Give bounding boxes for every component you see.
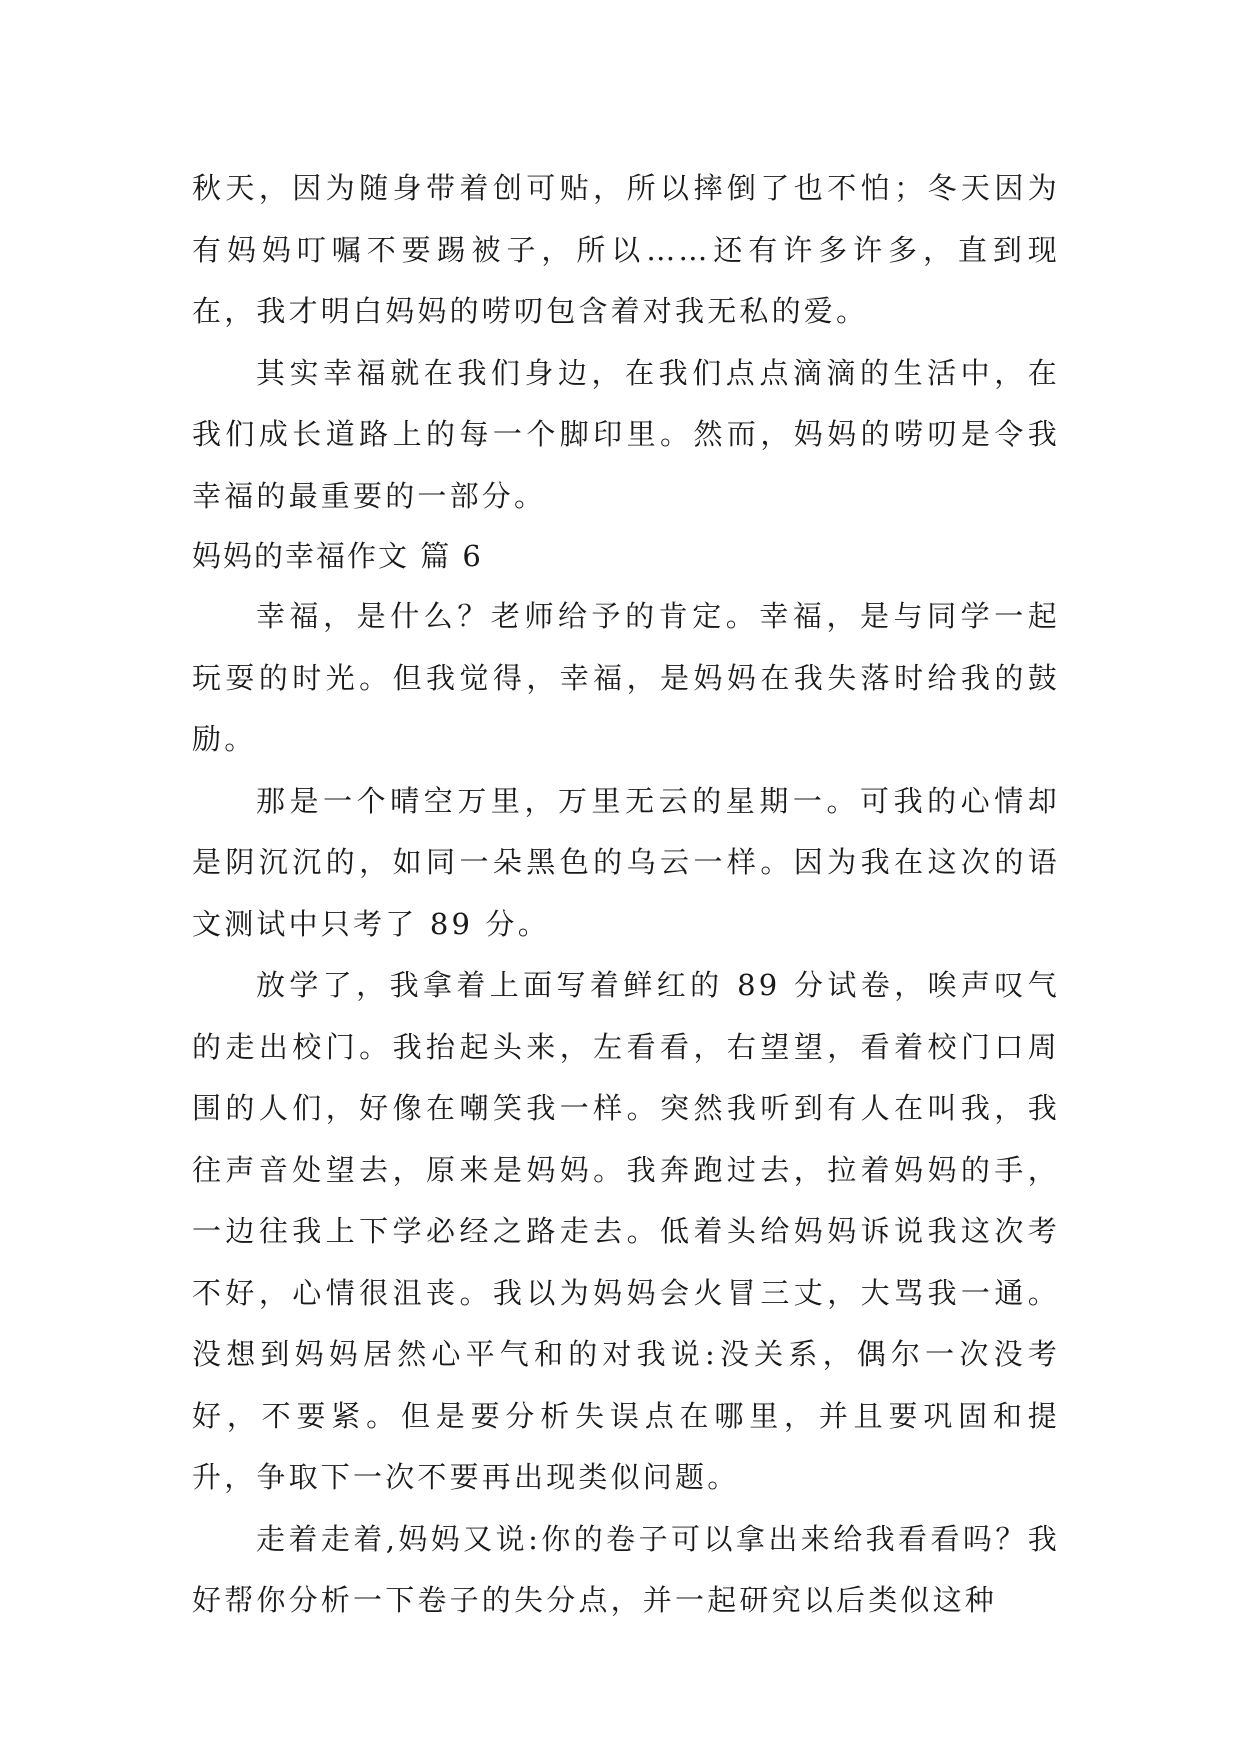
paragraph-autumn-winter: 秋天，因为随身带着创可贴，所以摔倒了也不怕；冬天因为有妈妈叮嘱不要踢被子，所以……还有许多许多，直到现在，我才明白妈妈的唠叨包含着对我无私的爱。	[192, 171, 1060, 328]
paragraph-after-school: 放学了，我拿着上面写着鲜红的 89 分试卷，唉声叹气的走出校门。我抬起头来，左看看，右望望，看着校门口周围的人们，好像在嘲笑我一样。突然我听到有人在叫我，我往声音处望去，原来是妈妈。我奔跑过去，拉着妈妈的手，一边往我上下学必经之路走去。低着头给妈妈诉说我这次考不好，心情很沮丧。我以为妈妈会火冒三丈，大骂我一通。没想到妈妈居然心平气和的对我说:没关系，偶尔一次没考好，不要紧。但是要分析失误点在哪里，并且要巩固和提升，争取下一次不要再出现类似问题。	[192, 968, 1060, 1494]
essay-heading: 妈妈的幸福作文 篇 6	[192, 539, 483, 573]
paragraph-monday: 那是一个晴空万里，万里无云的星期一。可我的心情却是阴沉沉的，如同一朵黑色的乌云一样。因为我在这次的语文测试中只考了 89 分。	[192, 783, 1060, 941]
paragraph-walking: 走着走着,妈妈又说:你的卷子可以拿出来给我看看吗？我好帮你分析一下卷子的失分点，并一起研究以后类似这种	[192, 1521, 1060, 1617]
document-page	[192, 158, 1060, 1632]
paragraph-what-is-happiness: 幸福，是什么？老师给予的肯定。幸福，是与同学一起玩耍的时光。但我觉得，幸福，是妈妈在我失落时给我的鼓励。	[192, 599, 1060, 756]
paragraph-happiness-around: 其实幸福就在我们身边，在我们点点滴滴的生活中，在我们成长道路上的每一个脚印里。然而，妈妈的唠叨是令我幸福的最重要的一部分。	[192, 355, 1060, 513]
